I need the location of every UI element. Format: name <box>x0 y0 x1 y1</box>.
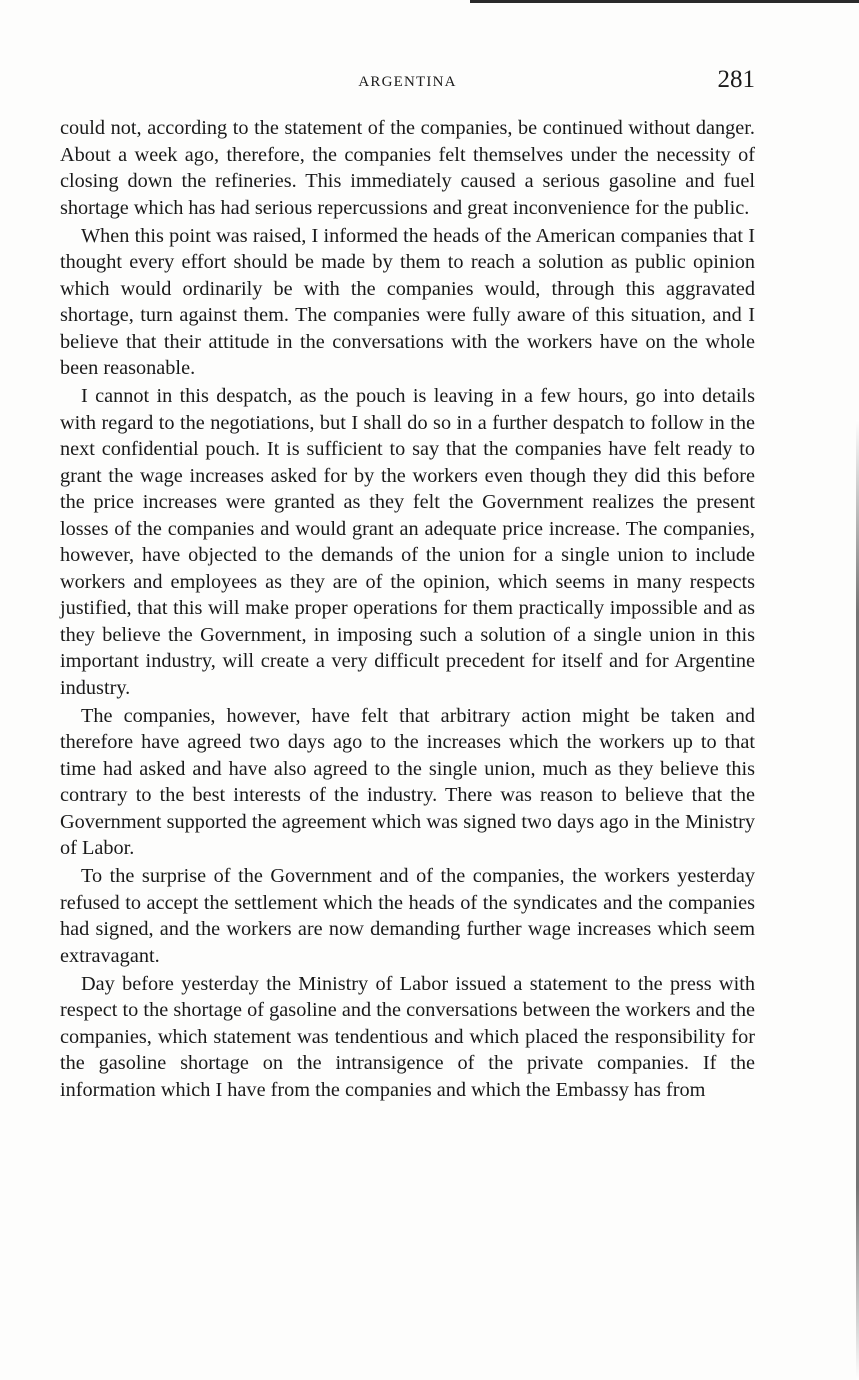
paragraph-2: When this point was raised, I informed the heads of the American companies that I thought every effort should be made by them to reach a solution as public opinion which would ordinarily be with the companies would, through this aggravated shortage, turn against them. The companies were fully aware of this situation, and I believe that their attitude in the conversations with the workers have on the whole been reasonable. <box>60 224 755 379</box>
running-header <box>60 66 755 102</box>
running-title: ARGENTINA <box>358 74 457 90</box>
paragraph-3: I cannot in this despatch, as the pouch is leaving in a few hours, go into details with regard to the negotiations, but I shall do so in a further despatch to follow in the next confidential pouch. It is sufficient to say that the companies have felt ready to grant the wage increases asked for by the workers even though they did this before the price increases were granted as they felt the Government realizes the present losses of the companies and would grant an adequate price increase. The companies, however, have objected to the demands of the union for a single union to include workers and employees as they are of the opinion, which seems in many respects justified, that this will make proper operations for them practically impossible and as they believe the Government, in imposing such a solution of a single union in this important industry, will create a very difficult precedent for itself and for Argentine industry. <box>60 385 755 699</box>
top-edge-rule <box>470 0 859 3</box>
body-text <box>60 115 755 1105</box>
paragraph-6: Day before yesterday the Ministry of Labor issued a statement to the press with respect to the shortage of gasoline and the conversations between the workers and the companies, which statement was tendentious and which placed the responsibility for the gasoline shortage on the intransigence of the private companies. If the information which I have from the companies and which the Embassy has from <box>60 972 755 1101</box>
page-number: 281 <box>717 66 755 93</box>
paragraph-1: could not, according to the statement of the companies, be continued without danger. About a week ago, therefore, the companies felt themselves under the necessity of closing down the refineries. This immediately caused a serious gasoline and fuel shortage which has had serious repercussions and great inconvenience for the public. <box>60 117 755 219</box>
paragraph-5: To the surprise of the Government and of the companies, the workers yesterday refused to accept the settlement which the heads of the syndicates and the companies had signed, and the workers are now demanding further wage increases which seem extravagant. <box>60 865 755 967</box>
paragraph-4: The companies, however, have felt that arbitrary action might be taken and therefore have agreed two days ago to the increases which the workers up to that time had asked and have also agreed to the single union, much as they believe this contrary to the best interests of the industry. There was reason to believe that the Government supported the agreement which was signed two days ago in the Ministry of Labor. <box>60 704 755 859</box>
